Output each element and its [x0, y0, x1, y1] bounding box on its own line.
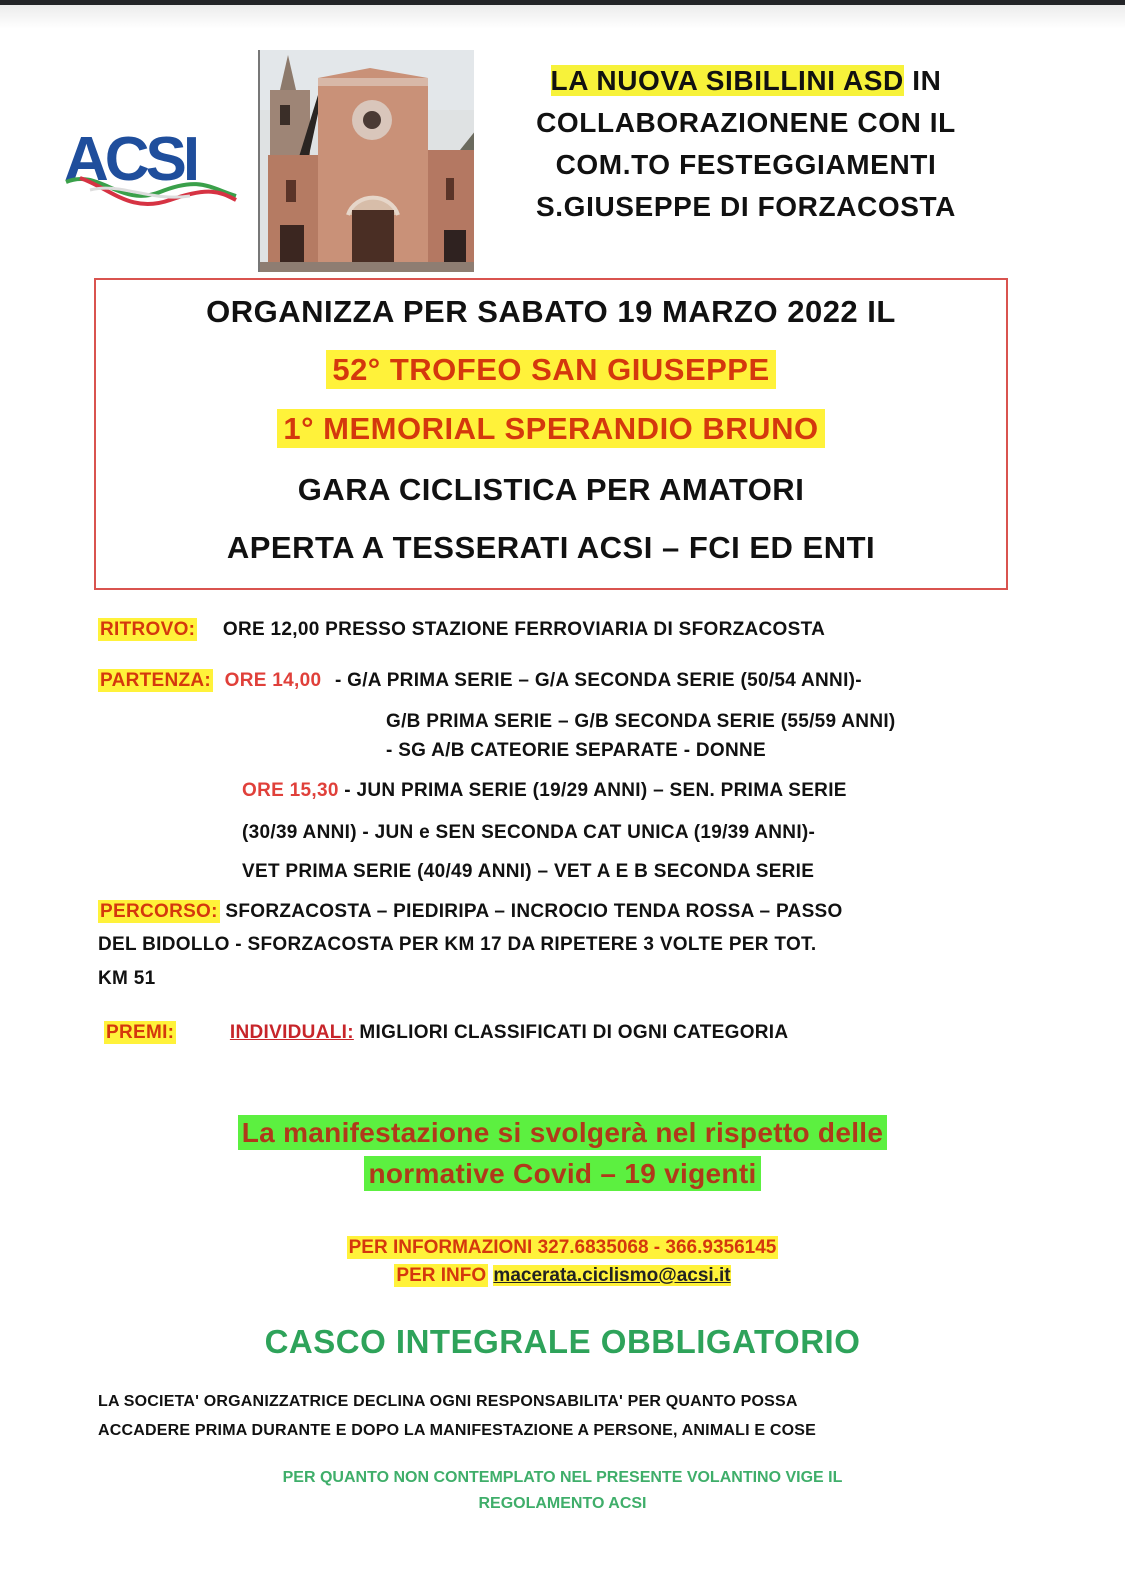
partenza-time1-line3: - SG A/B CATEORIE SEPARATE - DONNE [386, 740, 767, 761]
eligibility: APERTA A TESSERATI ACSI – FCI ED ENTI [226, 530, 876, 565]
ritrovo-row [98, 619, 825, 641]
trophy-title [96, 352, 1006, 388]
logo-text: ACSI [64, 125, 197, 194]
partenza-time2-line1: - JUN PRIMA SERIE (19/29 ANNI) – SEN. PRIMA SERIE [338, 780, 847, 801]
footer-note-line1: PER QUANTO NON CONTEMPLATO NEL PRESENTE VOLANTINO VIGE IL [282, 1469, 843, 1486]
partenza-row [98, 670, 862, 692]
partenza-time-1: ORE 14,00 [224, 670, 322, 691]
phone-numbers: PER INFORMAZIONI 327.6835068 - 366.9356145 [348, 1237, 777, 1258]
ritrovo-text: ORE 12,00 PRESSO STAZIONE FERROVIARIA DI SFORZACOSTA [222, 619, 826, 640]
disclaimer-line1: LA SOCIETA' ORGANIZZATRICE DECLINA OGNI RESPONSABILITA' PER QUANTO POSSA [98, 1393, 798, 1410]
partenza-time2-line3: VET PRIMA SERIE (40/49 ANNI) – VET A E B SECONDA SERIE [242, 861, 815, 882]
race-type: GARA CICLISTICA PER AMATORI [297, 472, 805, 507]
percorso-row [98, 901, 843, 923]
percorso-label: PERCORSO: [100, 901, 218, 922]
email-link[interactable]: macerata.ciclismo@acsi.it [493, 1265, 731, 1286]
partenza-time2-row [242, 780, 847, 802]
partenza-time2-line2: (30/39 ANNI) - JUN e SEN SECONDA CAT UNICA (19/39 ANNI)- [242, 822, 816, 843]
covid-notice-line1 [0, 1117, 1125, 1149]
premi-row [104, 1022, 788, 1044]
trophy-title-text: 52° TROFEO SAN GIUSEPPE [326, 350, 775, 389]
partenza-time1-line2: G/B PRIMA SERIE – G/B SECONDA SERIE (55/59 ANNI) [386, 711, 896, 732]
organizer-heading [496, 60, 996, 228]
covid-notice-text-2: normative Covid – 19 vigenti [364, 1156, 760, 1191]
premi-text: MIGLIORI CLASSIFICATI DI OGNI CATEGORIA [353, 1022, 789, 1043]
info-label: PER INFO [396, 1265, 487, 1286]
percorso-line2: DEL BIDOLLO - SFORZACOSTA PER KM 17 DA RIPETERE 3 VOLTE PER TOT. [98, 934, 817, 955]
premi-label: PREMI: [106, 1022, 175, 1043]
partenza-label: PARTENZA: [100, 670, 212, 691]
partenza-time1-line1: - G/A PRIMA SERIE – G/A SECONDA SERIE (50/54 ANNI)- [329, 670, 862, 691]
church-photo [258, 50, 474, 272]
contact-phones [0, 1237, 1125, 1259]
organizer-line-in: IN [903, 65, 942, 96]
ritrovo-label: RITROVO: [100, 619, 196, 640]
organizer-name: LA NUOVA SIBILLINI ASD [550, 65, 904, 96]
event-title-box [94, 278, 1008, 590]
memorial-title-text: 1° MEMORIAL SPERANDIO BRUNO [277, 409, 824, 448]
covid-notice-text-1: La manifestazione si svolgerà nel rispetto delle [238, 1115, 888, 1150]
helmet-notice: CASCO INTEGRALE OBBLIGATORIO [264, 1323, 861, 1360]
covid-notice-line2 [0, 1158, 1125, 1190]
organizer-line-3: COM.TO FESTEGGIAMENTI [555, 149, 937, 180]
contact-email-row [0, 1265, 1125, 1287]
disclaimer-line2: ACCADERE PRIMA DURANTE E DOPO LA MANIFESTAZIONE A PERSONE, ANIMALI E COSE [98, 1422, 817, 1439]
premi-individuali-label: INDIVIDUALI: [229, 1022, 354, 1043]
percorso-line3: KM 51 [98, 968, 156, 989]
event-date-line: ORGANIZZA PER SABATO 19 MARZO 2022 IL [206, 294, 896, 329]
footer-note-line2: REGOLAMENTO ACSI [478, 1495, 647, 1512]
acsi-logo [60, 118, 240, 214]
percorso-line1: SFORZACOSTA – PIEDIRIPA – INCROCIO TENDA ROSSA – PASSO [219, 901, 843, 922]
organizer-line-4: S.GIUSEPPE DI FORZACOSTA [536, 191, 956, 222]
memorial-title [96, 411, 1006, 447]
organizer-line-2: COLLABORAZIONENE CON IL [536, 107, 956, 138]
partenza-time-2: ORE 15,30 [242, 780, 339, 801]
